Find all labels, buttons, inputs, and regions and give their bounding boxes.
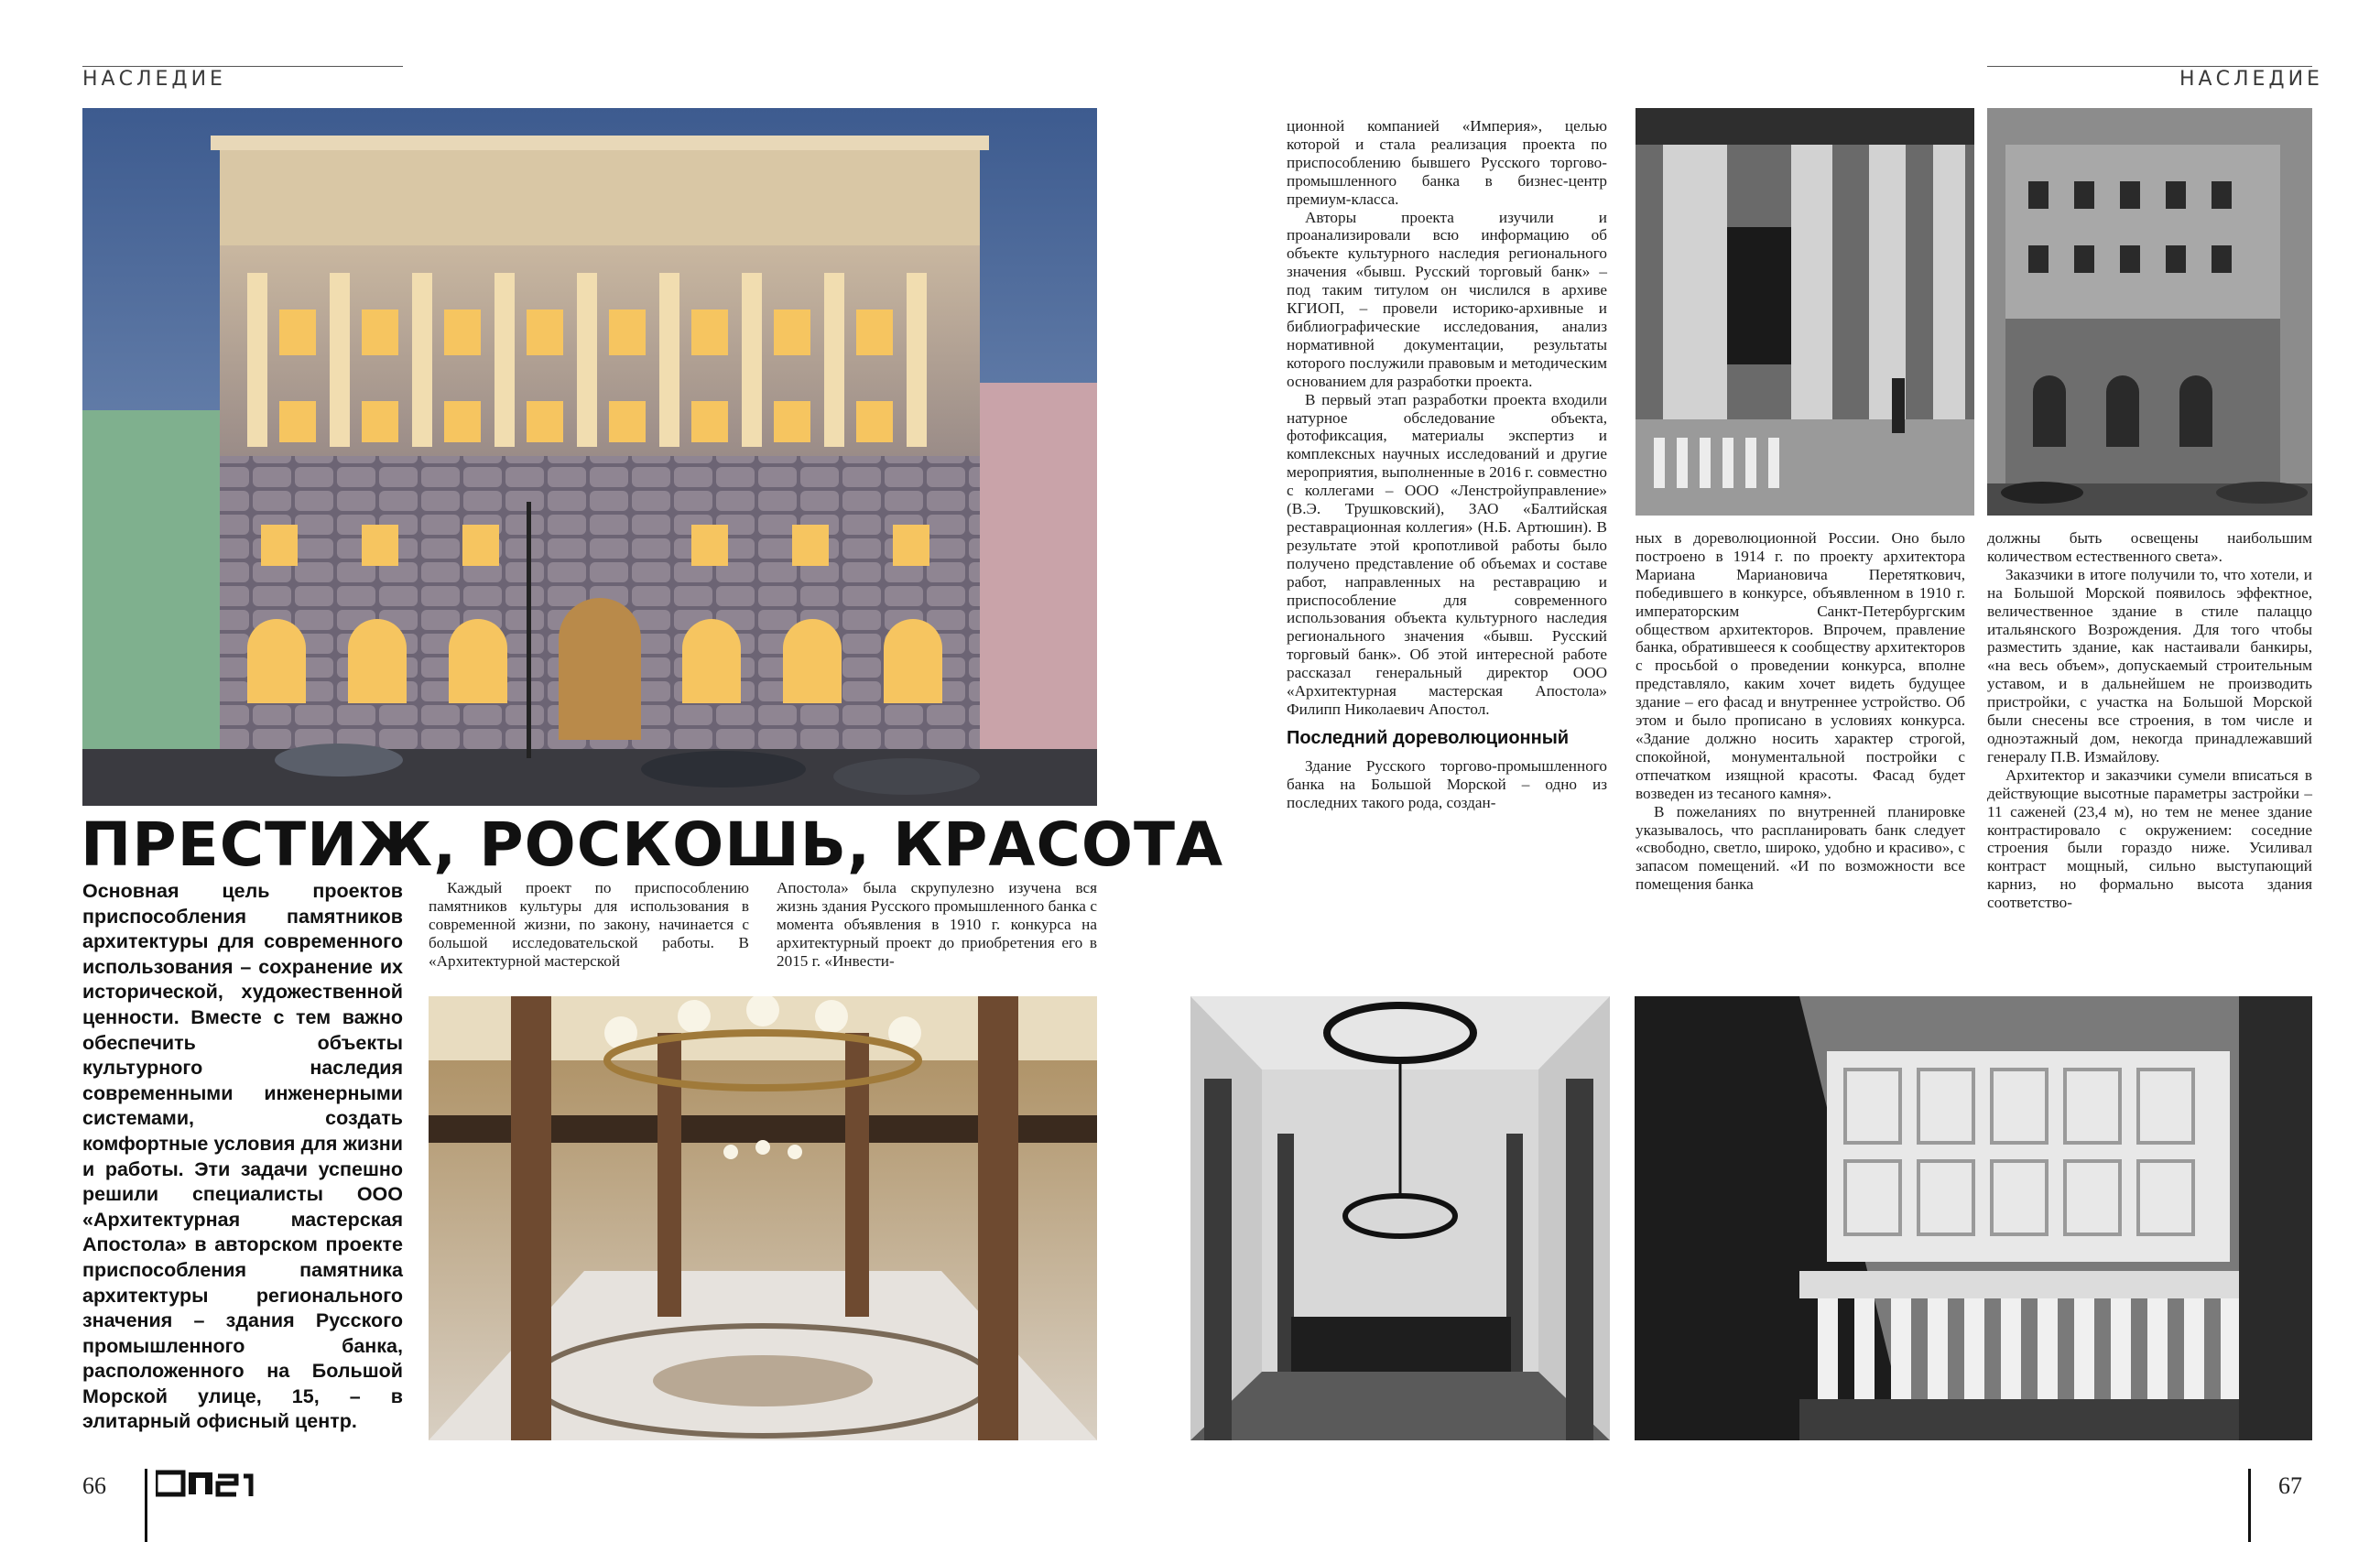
header-rule-left <box>82 66 403 67</box>
body-column-5 <box>1987 529 2312 912</box>
archive-portico-photo <box>1636 108 1974 516</box>
lead-paragraph: Основная цель проектов приспособления памятников архитектуры для современного использования – сохранение их исторической, художественной ценности. Вместе с тем важно обеспечить объекты культурного наследия современными инженерными системами, создать комфортные условия для жизни и работы. Эти задачи успешно решили специалисты ООО «Архитектурная мастерская Апостола» в авторском проекте приспособления памятника архитектуры регионального значения – здания Русского промышленного банка, расположенного на Большой Морской улице, 15, – в элитарный офисный центр. <box>82 880 403 1433</box>
col5-para-2: Заказчики в итоге получили то, что хотели, и на Большой Морской появилось эффектное, величественное здание в стиле палаццо итальянского Возрождения. Для того чтобы разместить здание, как настаивали банкиры, «на весь объем», допускаемый строительным уставом, и в дальнейшем не производить пристройки, с участка на Большой Морской были снесены все строения, в том числе и одноэтажный дом, некогда принадлежавший генералу П.В. Измайлову. <box>1987 565 2312 766</box>
section-label-left: НАСЛЕДИЕ <box>82 68 226 91</box>
archive-balcony-photo <box>1635 996 2312 1440</box>
body-column-2 <box>777 879 1097 971</box>
section-label-right: НАСЛЕДИЕ <box>2179 68 2323 91</box>
body-column-4 <box>1636 529 1965 894</box>
col5-para-3: Архитектор и заказчики сумели вписаться в действующие высотные параметры застройки – 11 саженей (23,4 м), но тем не менее здание контрастировало с окружением: соседние строения были гораздо ниже. Усиливал контраст мощный, сильно выступающий карниз, но формально высота здания соответство- <box>1987 766 2312 912</box>
article-title: ПРЕСТИЖ, РОСКОШЬ, КРАСОТА <box>81 809 1224 880</box>
col4-para-2: В пожеланиях по внутренней планировке указывалось, что распланировать банк следует «свободно, светло, широко, удобно и красиво», с запасом помещений. «И по возможности все помещения банка <box>1636 802 1965 894</box>
footer-bar-right <box>2248 1469 2251 1542</box>
col3-para-4: Здание Русского торгово-промышленного банка на Большой Морской – одно из последних такого рода, создан- <box>1287 756 1607 811</box>
body-column-3 <box>1287 117 1607 812</box>
interior-hall-photo <box>429 996 1097 1440</box>
header-rule-right <box>1987 66 2312 67</box>
archive-hall-photo <box>1190 996 1610 1440</box>
col2-text: Апостола» была скрупулезно изучена вся жизнь здания Русского промышленного банка с момента объявления в 1910 г. конкурса на архитектурный проект до приобретения его в 2015 г. «Инвести- <box>777 879 1097 970</box>
footer-bar-left <box>145 1469 147 1542</box>
col3-para-2: Авторы проекта изучили и проанализировали всю информацию об объекте культурного наследия регионального значения «бывш. Русский торговый банк» – под таким титулом он числился в архиве КГИОП, – провели историко-архивные и библиографические исследования, анализ нормативной документации, результаты которого послужили правовым и методическим основанием для разработки проекта. <box>1287 208 1607 390</box>
subheading: Последний дореволюционный <box>1287 727 1570 748</box>
archive-street-photo <box>1987 108 2312 516</box>
body-column-1 <box>429 879 749 971</box>
col5-para-1: должны быть освещены наибольшим количеством естественного света». <box>1987 529 2312 565</box>
col3-para-3: В первый этап разработки проекта входили натурное обследование объекта, фотофиксация, материалы экспертиз и комплексных научных исследований и другие мероприятия, выполненные в 2016 г. совместно с коллегами – ООО «Ленстройуправление» (В.Э. Трушковский), ЗАО «Балтийская реставрационная коллегия» (Н.Б. Артюшин). В результате этой кропотливой работы было получено представление об объемах и составе работ, направленных на реставрацию и приспособление для современного использования объекта культурного наследия регионального значения «бывш. Русский торговый банк». Об этой интересной работе рассказал генеральный директор ООО «Архитектурная мастерская Апостола» Филипп Николаевич Апостол. <box>1287 390 1607 718</box>
page-number-right: 67 <box>2278 1472 2302 1499</box>
bank-facade-photo <box>82 108 1097 806</box>
col3-para-1: ционной компанией «Империя», целью которой и стала реализация проекта по приспособлению бывшего Русского торгово-промышленного банка в бизнес-центр премиум-класса. <box>1287 117 1607 208</box>
page-number-left: 66 <box>82 1472 106 1499</box>
col4-para-1: ных в дореволюционной России. Оно было построено в 1914 г. по проекту архитектора Мариана Мариановича Перетяткович, победившего в конкурсе, объявленном в 1910 г. императорским Санкт-Петербургским обществом архитекторов. Впрочем, правление банка, обратившееся к сообществу архитекторов с просьбой о проведении конкурса, вполне представляло, каким хочет видеть будущее здание – его фасад и внутреннее устройство. Об этом и было прописано в условиях конкурса. «Здание должно носить характер строгой, спокойной, монументальной постройки с отпечатком изящной красоты. Фасад будет возведен из тесаного камня». <box>1636 529 1965 802</box>
magazine-logo <box>156 1469 266 1498</box>
col1-text: Каждый проект по приспособлению памятников культуры для использования в современной жизни, по закону, начинается с большой исследовательской работы. В «Архитектурной мастерской <box>429 879 749 970</box>
